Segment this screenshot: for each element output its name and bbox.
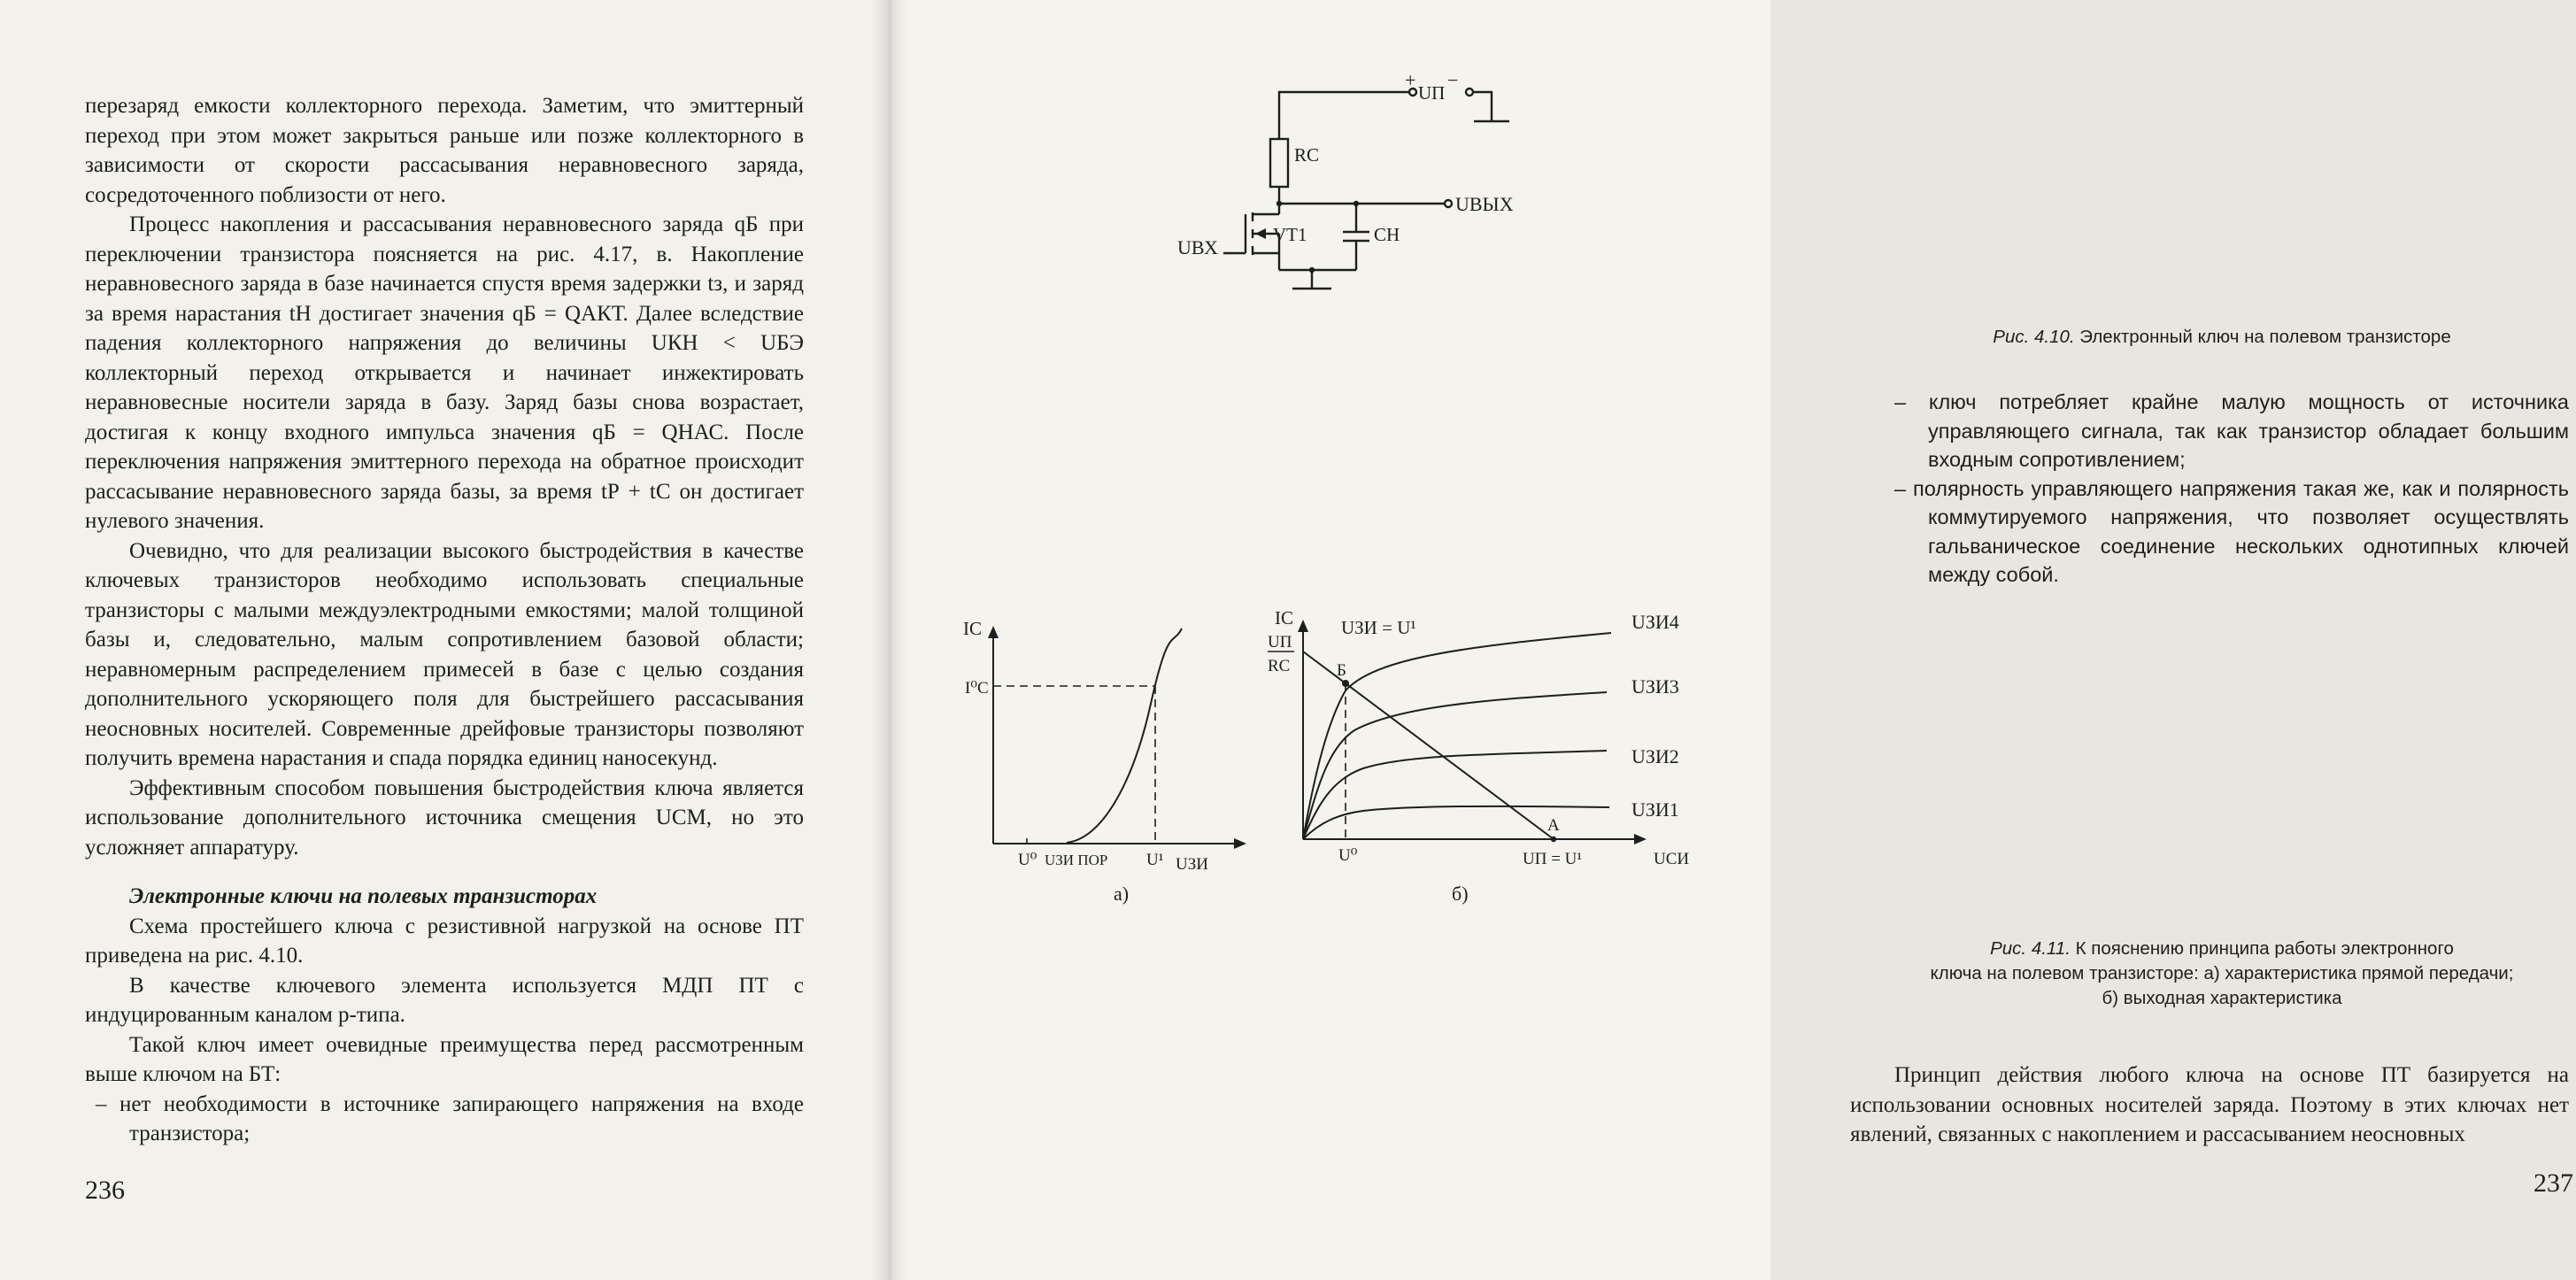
caption-line: К пояснению принципа работы электронного <box>2075 938 2454 959</box>
x-tick-label: U⁰ <box>1338 846 1358 865</box>
y-axis-label: IС <box>963 618 982 639</box>
list-item: – ключ потребляет крайне малую мощность от источника управляющего сигнала, так как транзистор обладает большим входным сопротивлением; <box>1894 390 2569 471</box>
plus-label: + <box>1405 69 1416 91</box>
x-axis-label: UСИ <box>1654 850 1690 868</box>
caption-text: Электронный ключ на полевом транзисторе <box>2079 327 2451 347</box>
curve-label: UЗИ4 <box>1631 611 1679 633</box>
point-a-label: А <box>1547 816 1560 835</box>
paragraph: Эффективным способом повышения быстродействия ключа является использование дополнительного источника смещения UСМ, но это усложняет аппаратуру. <box>85 775 804 860</box>
list-item: – полярность управляющего напряжения такая же, как и полярность коммутируемого напряжения, что позволяет осуществлять гальваническое соединение нескольких однотипных ключей между собой. <box>1894 476 2569 586</box>
paragraph: Схема простейшего ключа с резистивной нагрузкой на основе ПТ приведена на рис. 4.10. <box>85 914 804 968</box>
output-label: UВЫХ <box>1455 193 1514 215</box>
y-tick-label: I⁰С <box>965 679 989 698</box>
point-b-marker <box>1342 680 1349 687</box>
x-tick-label: UП = U¹ <box>1523 850 1583 868</box>
supply-label: UП <box>1418 82 1446 104</box>
capacitor-label: СН <box>1374 224 1400 245</box>
caption-number: Рис. 4.11. <box>1990 938 2071 959</box>
left-page <box>0 0 885 1280</box>
page-number: 237 <box>2534 1168 2573 1198</box>
curve-label: UЗИ1 <box>1631 798 1679 821</box>
paragraph: Очевидно, что для реализации высокого быстродействия в качестве ключевых транзисторов необходимо использовать специальные транзисторы с малыми междуэлектродными емкостями; малой толщиной базы и, следовательно, малым сопротивлением базовой области; неравномерным распределением примесей в базе с целью создания дополнительного ускоряющего поля для быстрейшего рассасывания неосновных носителей. Современные дрейфовые транзисторы позволяют получить времена нарастания и спада порядка единиц наносекунд. <box>85 538 804 770</box>
caption-line: ключа на полевом транзисторе: а) характеристика прямой передачи; <box>1930 963 2514 983</box>
paragraph: перезаряд емкости коллекторного перехода. Заметим, что эмиттерный переход при этом может закрыться раньше или позже коллекторного в зависимости от скорости рассасывания неравновесного заряда, сосредоточенного поблизости от него. <box>85 94 804 207</box>
output-curve-uzi4 <box>1303 633 1611 839</box>
paragraph: Принцип действия любого ключа на основе ПТ базируется на использовании основных носителей заряда. Поэтому в этих ключах нет явлений, связанных с накоплением и рассасыванием неосновных <box>1850 1063 2569 1146</box>
x-tick-label: U¹ <box>1146 851 1164 869</box>
x-tick-label: U⁰ <box>1018 851 1037 869</box>
left-page-text <box>85 91 804 1149</box>
y-tick-denominator: RС <box>1268 657 1291 675</box>
x-tick-label: UЗИ ПОР <box>1045 852 1108 868</box>
transistor-label: VT1 <box>1273 224 1307 245</box>
chart-sublabel: б) <box>1452 883 1469 905</box>
paragraph: В качестве ключевого элемента используется МДП ПТ с индуцированным каналом p-типа. <box>85 973 804 1027</box>
curve-label: UЗИ3 <box>1631 675 1679 698</box>
figure-4-11-chart-a <box>956 606 1257 905</box>
point-b-label: Б <box>1337 661 1346 680</box>
curve-label: UЗИ2 <box>1631 745 1679 767</box>
annotation-label: UЗИ = U¹ <box>1341 617 1416 638</box>
transfer-curve <box>1067 628 1182 843</box>
input-label: UВХ <box>1177 236 1218 258</box>
resistor-label: RС <box>1294 144 1320 166</box>
right-page-list <box>1894 388 2569 590</box>
paragraph: Процесс накопления и рассасывания неравновесного заряда qБ при переключении транзистора поясняется на рис. 4.17, в. Накопление неравновесного заряда в базе начинается спустя время задержки tз, и заряд за время нарастания tН достигает значения qБ = QАКТ. Далее вследствие падения коллекторного напряжения до величины UКН < UБЭ коллекторный переход открывается и начинает инжектировать неравновесные носители заряда в базу. Заряд базы снова возрастает, достигая к концу входного импульса значения qБ = QНАС. После переключения напряжения эмиттерного перехода на обратное происходит рассасывание неравновесного заряда базы, за время tР + tС он достигает нулевого значения. <box>85 212 804 533</box>
chart-sublabel: а) <box>1114 883 1130 905</box>
caption-number: Рис. 4.10. <box>1993 327 2075 347</box>
minus-label: − <box>1447 69 1459 91</box>
book-spine-shadow <box>872 0 907 1280</box>
right-page-bottom-text <box>1850 1060 2569 1150</box>
output-curve-uzi2 <box>1303 751 1607 839</box>
figure-4-10-caption <box>1930 325 2514 350</box>
y-axis-label: IС <box>1275 607 1293 628</box>
figure-4-11-chart-b <box>1257 602 1700 903</box>
list-item: – нет необходимости в источнике запирающего напряжения на входе транзистора; <box>96 1091 804 1145</box>
x-axis-label: UЗИ <box>1176 855 1208 874</box>
figure-4-11-caption <box>1868 937 2576 1011</box>
point-a-marker <box>1551 837 1556 842</box>
page-number: 236 <box>85 1176 125 1205</box>
caption-line: б) выходная характеристика <box>2102 988 2342 1008</box>
right-page <box>885 0 2573 1280</box>
y-tick-numerator: UП <box>1268 633 1292 652</box>
section-title: Электронные ключи на полевых транзисторах <box>129 884 598 908</box>
figure-4-10-circuit <box>1142 69 1514 319</box>
output-curve-uzi1 <box>1303 806 1609 839</box>
paragraph: Такой ключ имеет очевидные преимущества перед рассмотренным выше ключом на БТ: <box>85 1032 804 1086</box>
